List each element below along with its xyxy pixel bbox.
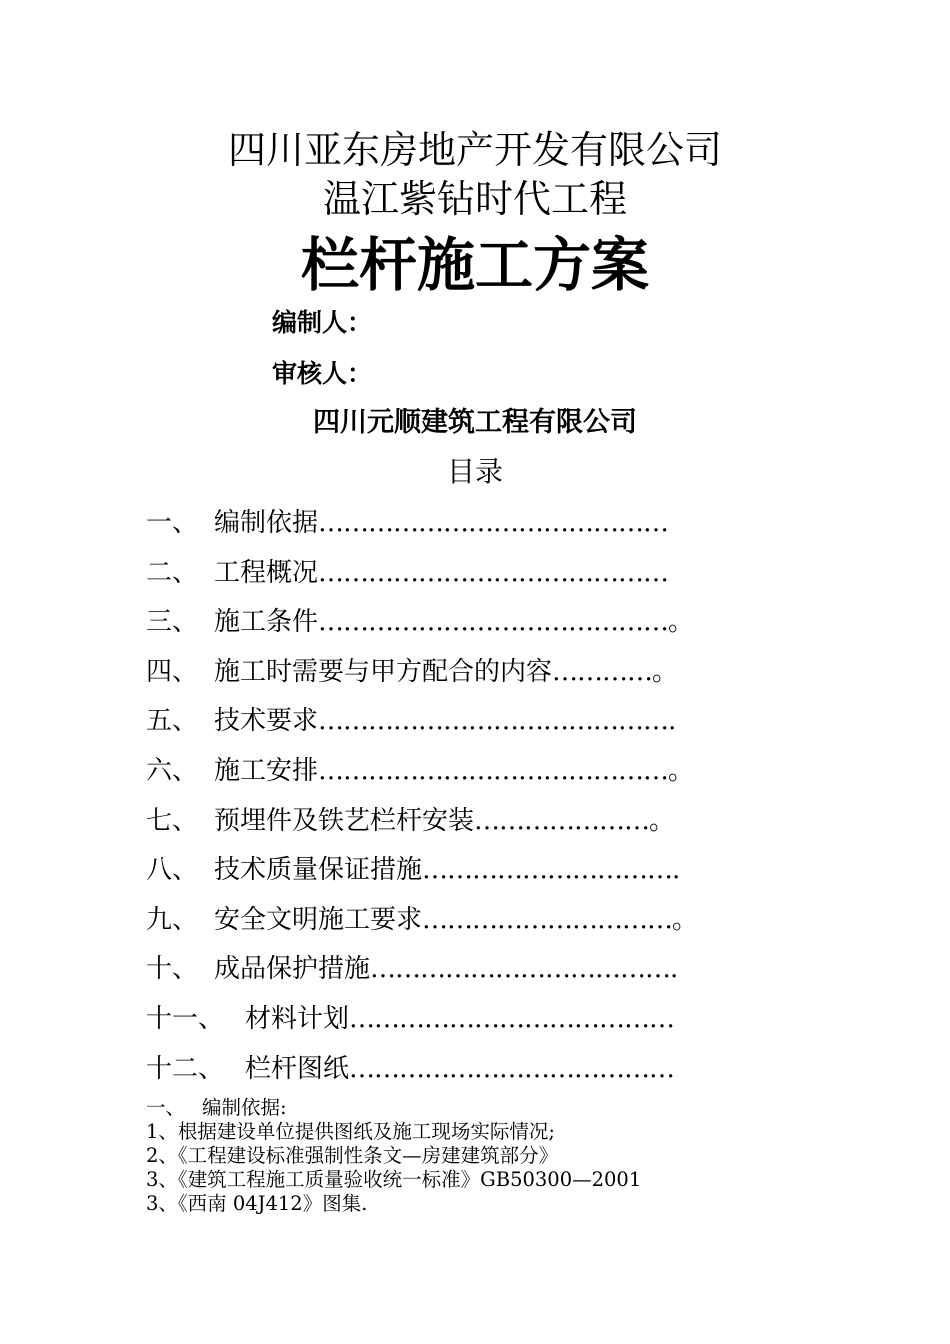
toc-item-number: 九、 — [146, 904, 199, 935]
toc-item-text: 栏杆图纸 — [245, 1053, 350, 1084]
compiler-label: 编制人： — [272, 308, 373, 337]
toc-item — [146, 751, 766, 801]
toc-item-number: 五、 — [146, 706, 199, 737]
toc-item-dots: …………………………………… — [318, 557, 669, 588]
toc-item-dots: ………………………………… — [349, 1003, 675, 1034]
project-name: 温江紫钻时代工程 — [322, 177, 627, 221]
toc-item-text: 材料计划 — [245, 1003, 350, 1034]
toc-item-text: 技术质量保证措施 — [214, 855, 423, 886]
toc-item-text: 成品保护措施 — [214, 954, 371, 985]
toc-item-number: 一、 — [146, 508, 199, 538]
contractor-company-name: 四川元顺建筑工程有限公司 — [313, 407, 637, 438]
toc-item-text: 施工条件 — [214, 607, 319, 638]
basis-line: 2、《工程建设标准强制性条文—房建建筑部分》 — [146, 1144, 559, 1167]
toc-item — [146, 553, 766, 603]
toc-item-end: 。 — [649, 805, 676, 836]
toc-item — [146, 652, 766, 702]
toc-item-dots: ………………… — [474, 805, 650, 836]
toc-item-end: . — [670, 954, 679, 985]
basis-line: 1、根据建设单位提供图纸及施工现场实际情况; — [146, 1120, 555, 1143]
toc-item-number: 八、 — [146, 855, 199, 886]
toc-item-text: 预埋件及铁艺栏杆安装 — [214, 805, 475, 836]
toc-item — [146, 801, 766, 851]
toc-item — [146, 850, 766, 900]
section-heading-number: 一、 — [146, 1096, 186, 1119]
toc-item-text: 编制依据 — [214, 508, 319, 538]
toc-item-end: 。 — [652, 656, 679, 687]
toc-item-text: 安全文明施工要求 — [214, 904, 423, 935]
toc-item-text: 施工安排 — [214, 755, 319, 786]
toc-item-number: 七、 — [146, 805, 199, 836]
document-title: 栏杆施工方案 — [300, 231, 649, 299]
toc-item-number: 六、 — [146, 755, 199, 786]
toc-item-dots: ………… — [552, 656, 653, 687]
section-compilation-basis — [146, 1096, 846, 1216]
toc-item — [146, 900, 766, 950]
toc-item — [146, 503, 766, 553]
toc-item-number: 十二、 — [146, 1053, 225, 1084]
toc-item-end: . — [668, 706, 677, 737]
toc-item-text: 施工时需要与甲方配合的内容 — [214, 656, 553, 687]
toc-item — [146, 701, 766, 751]
toc-item-end: 。 — [672, 904, 699, 935]
toc-item-end: 。 — [668, 607, 695, 638]
section-heading — [146, 1096, 846, 1120]
toc-item-dots: …………………………………… — [318, 607, 669, 638]
toc-item-number: 三、 — [146, 607, 199, 638]
client-company-name: 四川亚东房地产开发有限公司 — [227, 128, 722, 172]
toc-item — [146, 999, 766, 1049]
toc-item-number: 十一、 — [146, 1003, 225, 1034]
reviewer-label: 审核人： — [272, 359, 373, 388]
table-of-contents — [146, 503, 766, 1098]
toc-item — [146, 602, 766, 652]
basis-line: 3、《建筑工程施工质量验收统一标准》GB50300—2001 — [146, 1168, 642, 1191]
section-heading-text: 编制依据: — [202, 1096, 287, 1119]
toc-item-dots: ………………………… — [422, 904, 673, 935]
toc-title: 目录 — [446, 455, 503, 488]
toc-item-dots: ………………………………… — [349, 1053, 675, 1084]
toc-item-dots: …………………………………… — [318, 755, 669, 786]
toc-item — [146, 949, 766, 999]
toc-item-number: 二、 — [146, 557, 199, 588]
toc-item-dots: …………………………………… — [318, 508, 669, 538]
toc-item — [146, 1049, 766, 1099]
toc-item-dots: ……………………………… — [370, 954, 671, 985]
toc-item-end: 。 — [668, 755, 695, 786]
toc-item-dots: ………………………… — [422, 855, 673, 886]
basis-line: 3、《西南 04J412》图集. — [146, 1192, 368, 1215]
toc-item-end: . — [672, 855, 681, 886]
toc-item-text: 技术要求 — [214, 706, 319, 737]
toc-item-dots: …………………………………… — [318, 706, 669, 737]
toc-item-number: 十、 — [146, 954, 199, 985]
toc-item-number: 四、 — [146, 656, 199, 687]
toc-item-text: 工程概况 — [214, 557, 319, 588]
